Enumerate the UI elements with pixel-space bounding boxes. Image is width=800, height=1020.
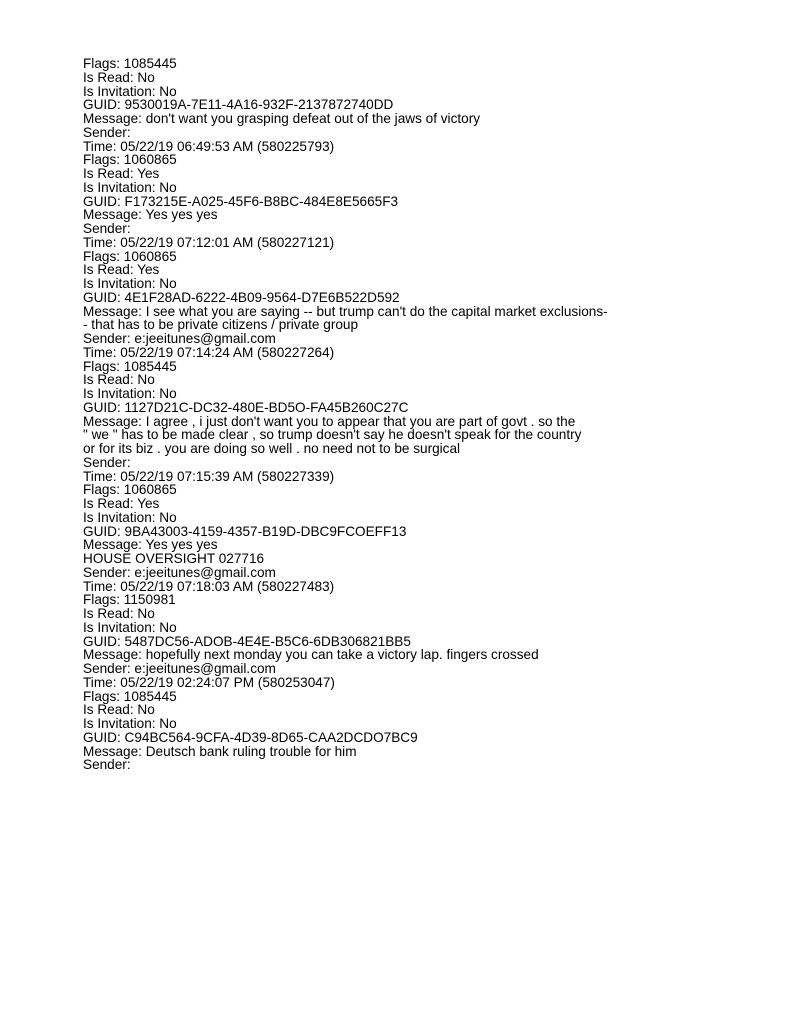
text-line: Sender: e:jeeitunes@gmail.com xyxy=(83,564,276,580)
text-line: Time: 05/22/19 02:24:07 PM (580253047) xyxy=(83,674,335,690)
text-line: Is Read: No xyxy=(83,606,155,621)
text-line: Is Read: No xyxy=(83,372,155,388)
text-line: GUID: C94BC564-9CFA-4D39-8D65-CAA2DCDO7BC9 xyxy=(83,729,418,745)
text-line: Message: Yes yes yes xyxy=(83,207,218,223)
text-line: Time: 05/22/19 06:49:53 AM (580225793) xyxy=(83,138,335,154)
bates-stamp: HOUSE OVERSIGHT 027716 xyxy=(83,551,265,566)
text-line: Message: don't want you grasping defeat out of the jaws of victory xyxy=(83,111,481,126)
text-line: Message: I see what you are saying -- but trump can't do the capital market exclusions- xyxy=(83,303,608,319)
text-line: Is Read: No xyxy=(83,702,155,718)
text-line: GUID: 1127D21C-DC32-480E-BD5O-FA45B260C27C xyxy=(83,399,409,415)
text-line: Is Invitation: No xyxy=(83,619,177,635)
document-body xyxy=(83,57,783,772)
text-line: Sender: xyxy=(83,124,131,140)
text-line: Time: 05/22/19 07:15:39 AM (580227339) xyxy=(83,468,335,484)
text-line: GUID: F173215E-A025-45F6-B8BC-484E8E5665F3 xyxy=(83,193,399,209)
text-line: Flags: 1085445 xyxy=(83,688,177,704)
text-line: Time: 05/22/19 07:18:03 AM (580227483) xyxy=(83,578,335,594)
text-line: Message: hopefully next monday you can take a victory lap. fingers crossed xyxy=(83,647,539,663)
text-line: Sender: e:jeeitunes@gmail.com xyxy=(83,661,276,676)
text-line: or for its biz . you are doing so well . no need not to be surgical xyxy=(83,441,461,456)
text-line: Is Invitation: No xyxy=(83,179,177,195)
text-line: GUID: 5487DC56-ADOB-4E4E-B5C6-6DB306821BB5 xyxy=(83,633,411,649)
text-line: Time: 05/22/19 07:12:01 AM (580227121) xyxy=(83,234,335,250)
text-line: Is Invitation: No xyxy=(83,276,177,291)
text-line: - that has to be private citizens / private group xyxy=(83,317,359,333)
text-line: GUID: 4E1F28AD-6222-4B09-9564-D7E6B522D592 xyxy=(83,289,400,305)
text-line: Is Read: Yes xyxy=(83,166,160,181)
text-line: Is Invitation: No xyxy=(83,716,177,731)
text-line: Sender: e:jeeitunes@gmail.com xyxy=(83,331,276,346)
text-line: Message: I agree , i just don't want you to appear that you are part of govt . so the xyxy=(83,413,576,429)
text-line: Flags: 1060865 xyxy=(83,152,177,168)
text-line: Sender: xyxy=(83,454,131,470)
text-line: GUID: 9BA43003-4159-4357-B19D-DBC9FCOEFF13 xyxy=(83,523,407,539)
text-line: Is Invitation: No xyxy=(83,83,177,99)
text-line: Is Invitation: No xyxy=(83,509,177,525)
text-line: Time: 05/22/19 07:14:24 AM (580227264) xyxy=(83,344,335,360)
text-line: Flags: 1060865 xyxy=(83,482,177,498)
text-line: GUID: 9530019A-7E11-4A16-932F-2137872740DD xyxy=(83,97,394,113)
text-line: Message: Yes yes yes xyxy=(83,537,218,553)
text-line: Flags: 1085445 xyxy=(83,358,177,374)
text-line: Is Read: Yes xyxy=(83,262,160,278)
text-line: Is Read: Yes xyxy=(83,496,160,511)
text-line: Is Invitation: No xyxy=(83,386,177,401)
text-line: Message: Deutsch bank ruling trouble for him xyxy=(83,743,357,759)
text-line: Flags: 1085445 xyxy=(83,56,177,71)
text-line: Flags: 1150981 xyxy=(83,592,176,608)
text-line: Sender: xyxy=(83,221,131,236)
text-line: " we " has to be made clear , so trump doesn't say he doesn't speak for the country xyxy=(83,427,582,443)
text-line: Sender: xyxy=(83,757,131,773)
text-line: Flags: 1060865 xyxy=(83,248,177,264)
text-line: Is Read: No xyxy=(83,69,155,85)
